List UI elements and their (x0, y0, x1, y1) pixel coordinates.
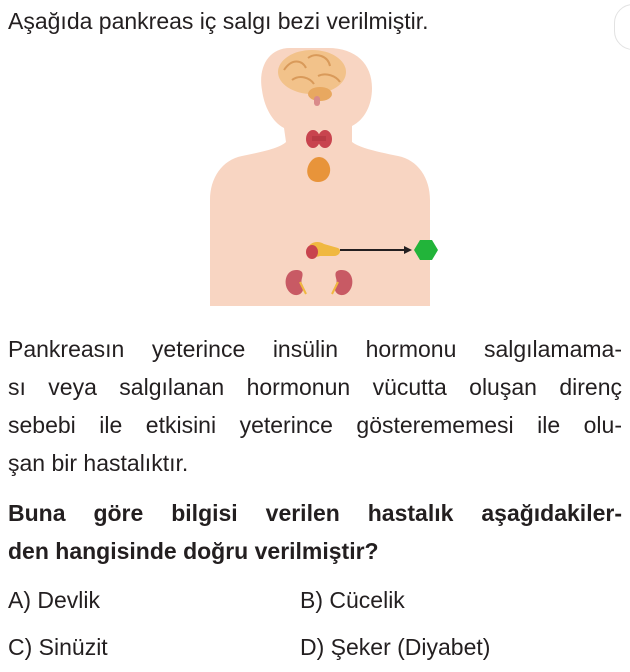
option-c[interactable]: C) Sinüzit (8, 634, 108, 660)
intro-text: Aşağıda pankreas iç salgı bezi verilmiştir. (8, 8, 429, 34)
human-body-diagram (200, 44, 440, 306)
body-illustration (200, 44, 440, 306)
option-b[interactable]: B) Cücelik (300, 587, 405, 613)
paragraph-line: şan bir hastalıktır. (8, 450, 189, 476)
paragraph-line: sı veya salgılanan hormonun vücutta oluşan direnç (8, 374, 622, 400)
question-line: Buna göre bilgisi verilen hastalık aşağıdakiler- (8, 500, 622, 526)
description-paragraph (8, 330, 622, 482)
paragraph-line: sebebi ile etkisini yeterince gösterememesi ile olu- (8, 412, 622, 438)
question-line: den hangisinde doğru verilmiştir? (8, 538, 379, 564)
option-a[interactable]: A) Devlik (8, 587, 101, 613)
question-text (8, 494, 622, 570)
side-tab (614, 4, 630, 50)
option-d[interactable]: D) Şeker (Diyabet) (300, 634, 491, 660)
paragraph-line: Pankreasın yeterince insülin hormonu salgılamama- (8, 336, 622, 362)
